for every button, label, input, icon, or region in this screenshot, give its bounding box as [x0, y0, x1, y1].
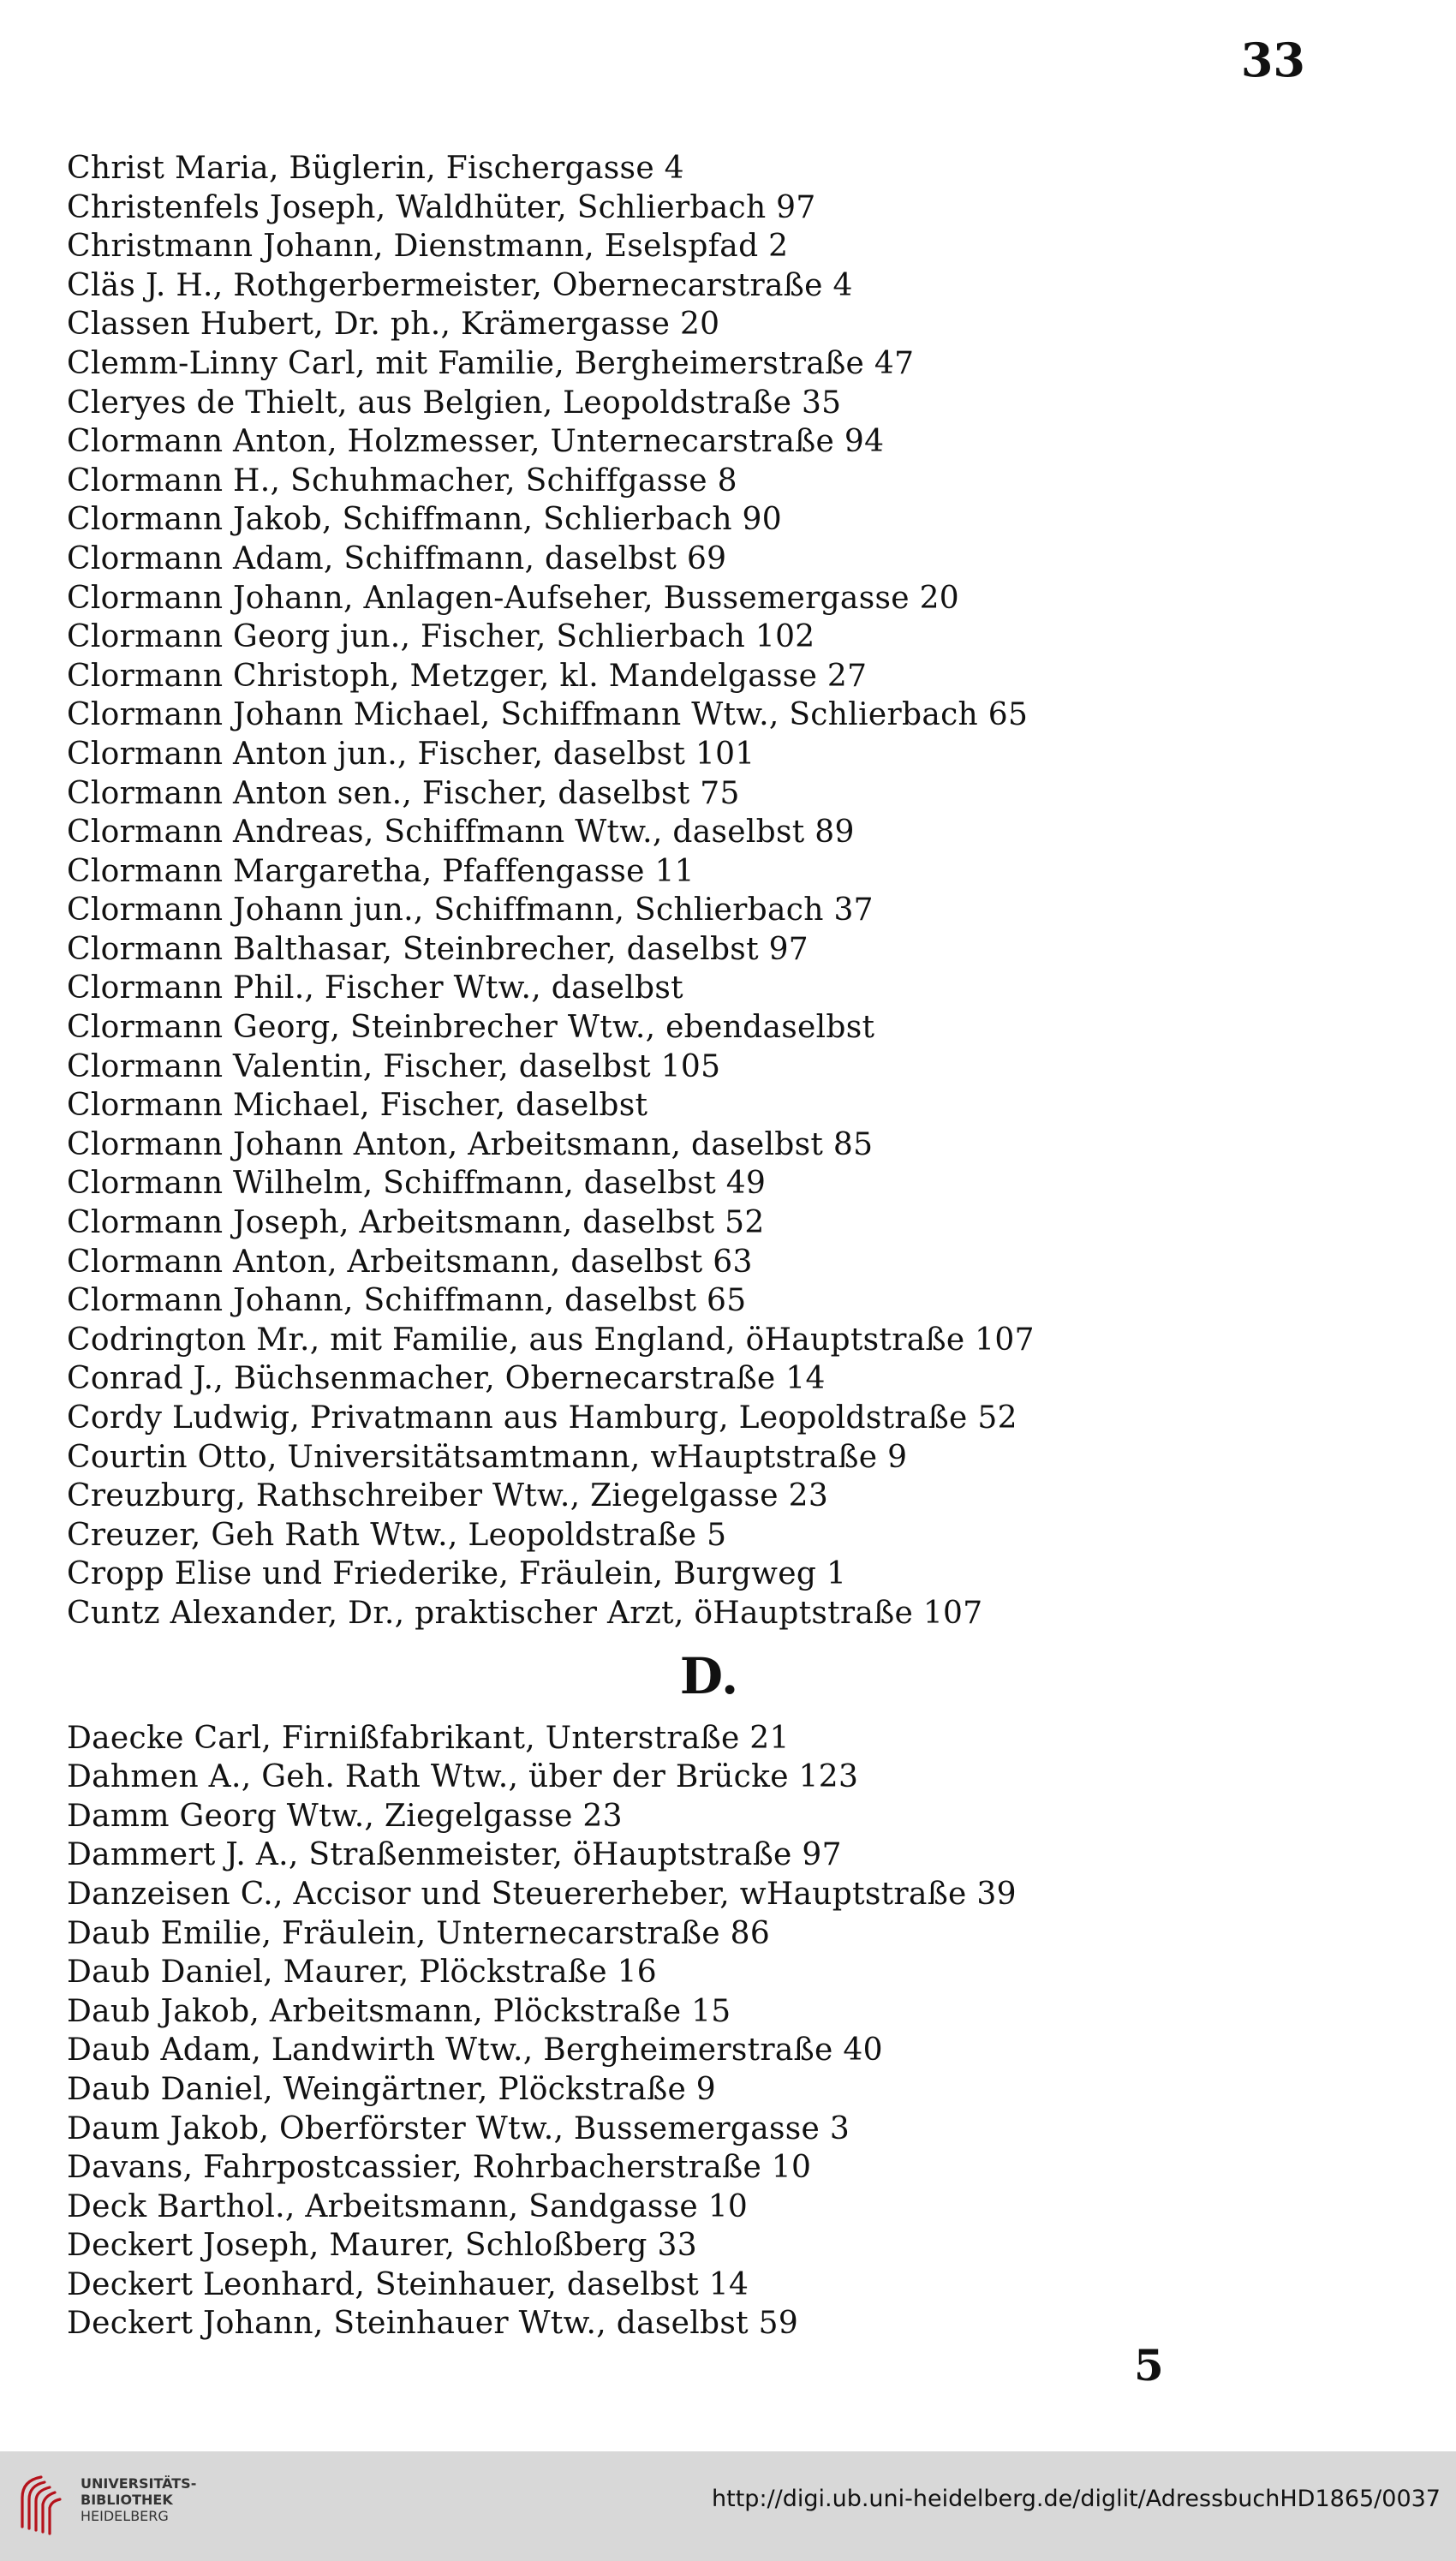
list-item: Daub Daniel, Weingärtner, Plöckstraße 9 — [67, 2071, 717, 2107]
list-item: Clormann Johann Michael, Schiffmann Wtw., Schlierbach 65 — [67, 697, 1029, 733]
list-item: Codrington Mr., mit Familie, aus England, öHauptstraße 107 — [67, 1322, 1035, 1358]
list-item: Deck Barthol., Arbeitsmann, Sandgasse 10 — [67, 2188, 749, 2224]
list-item: Clormann Jakob, Schiffmann, Schlierbach 90 — [67, 502, 782, 538]
list-item: Dammert J. A., Straßenmeister, öHauptstraße 97 — [67, 1837, 842, 1873]
library-name-line: HEIDELBERG — [81, 2508, 169, 2524]
source-url-link[interactable]: http://digi.ub.uni-heidelberg.de/diglit/AdressbuchHD1865/0037 — [712, 2486, 1441, 2512]
list-item: Cleryes de Thielt, aus Belgien, Leopoldstraße 35 — [67, 385, 842, 421]
list-item: Clormann Christoph, Metzger, kl. Mandelgasse 27 — [67, 658, 868, 694]
list-item: Christenfels Joseph, Waldhüter, Schlierbach 97 — [67, 189, 816, 225]
list-item: Christmann Johann, Dienstmann, Eselspfad 2 — [67, 229, 789, 265]
directory-entries — [67, 149, 1386, 2343]
list-item: Clormann Georg, Steinbrecher Wtw., ebendaselbst — [67, 1010, 875, 1046]
list-item: Clormann H., Schuhmacher, Schiffgasse 8 — [67, 463, 737, 498]
list-item: Clormann Anton, Arbeitsmann, daselbst 63 — [67, 1244, 753, 1280]
signature-mark: 5 — [1134, 2340, 1164, 2391]
list-item: Clormann Andreas, Schiffmann Wtw., daselbst 89 — [67, 815, 855, 851]
footer-bar — [0, 2451, 1456, 2561]
list-item: Daub Jakob, Arbeitsmann, Plöckstraße 15 — [67, 1993, 731, 2029]
list-item: Clormann Margaretha, Pfaffengasse 11 — [67, 853, 695, 889]
list-item: Danzeisen C., Accisor und Steuererheber, wHauptstraße 39 — [67, 1876, 1017, 1912]
list-item: Clormann Joseph, Arbeitsmann, daselbst 52 — [67, 1205, 765, 1241]
list-item: Daub Daniel, Maurer, Plöckstraße 16 — [67, 1955, 657, 1991]
list-item: Clormann Balthasar, Steinbrecher, daselbst 97 — [67, 931, 809, 967]
list-item: Damm Georg Wtw., Ziegelgasse 23 — [67, 1798, 623, 1834]
library-name-line: BIBLIOTHEK — [81, 2492, 173, 2508]
list-item: Clormann Johann, Anlagen-Aufseher, Bussemergasse 20 — [67, 580, 960, 616]
list-item: Cordy Ludwig, Privatmann aus Hamburg, Leopoldstraße 52 — [67, 1400, 1017, 1436]
list-item: Courtin Otto, Universitätsamtmann, wHauptstraße 9 — [67, 1439, 908, 1475]
list-item: Deckert Johann, Steinhauer Wtw., daselbst 59 — [67, 2306, 799, 2342]
list-item: Christ Maria, Büglerin, Fischergasse 4 — [67, 151, 684, 186]
list-item: Daecke Carl, Firnißfabrikant, Unterstraße 21 — [67, 1720, 790, 1756]
list-item: Deckert Joseph, Maurer, Schloßberg 33 — [67, 2228, 697, 2264]
list-item: Clormann Johann Anton, Arbeitsmann, daselbst 85 — [67, 1126, 874, 1162]
entries-c-list — [67, 149, 1386, 1633]
list-item: Cläs J. H., Rothgerbermeister, Obernecarstraße 4 — [67, 267, 853, 303]
list-item: Clormann Phil., Fischer Wtw., daselbst — [67, 970, 683, 1006]
list-item: Deckert Leonhard, Steinhauer, daselbst 14 — [67, 2266, 749, 2302]
list-item: Clormann Anton, Holzmesser, Unternecarstraße 94 — [67, 424, 885, 460]
list-item: Clormann Michael, Fischer, daselbst — [67, 1088, 648, 1124]
list-item: Conrad J., Büchsenmacher, Obernecarstraße 14 — [67, 1361, 826, 1397]
page-number: 33 — [1240, 33, 1305, 87]
entries-d-list — [67, 1719, 1386, 2344]
list-item: Cuntz Alexander, Dr., praktischer Arzt, öHauptstraße 107 — [67, 1595, 983, 1631]
list-item: Clormann Anton sen., Fischer, daselbst 75 — [67, 775, 740, 811]
list-item: Clormann Georg jun., Fischer, Schlierbach 102 — [67, 619, 815, 655]
list-item: Clormann Johann jun., Schiffmann, Schlierbach 37 — [67, 892, 874, 928]
list-item: Clormann Adam, Schiffmann, daselbst 69 — [67, 540, 727, 576]
list-item: Creuzer, Geh Rath Wtw., Leopoldstraße 5 — [67, 1517, 727, 1553]
list-item: Creuzburg, Rathschreiber Wtw., Ziegelgasse 23 — [67, 1478, 829, 1514]
library-name-line: UNIVERSITÄTS- — [81, 2475, 197, 2492]
section-heading-d: D. — [679, 1646, 739, 1705]
list-item: Dahmen A., Geh. Rath Wtw., über der Brücke 123 — [67, 1759, 859, 1795]
list-item: Clemm-Linny Carl, mit Familie, Bergheimerstraße 47 — [67, 345, 915, 381]
ub-heidelberg-logo-icon — [15, 2468, 67, 2537]
list-item: Davans, Fahrpostcassier, Rohrbacherstraße 10 — [67, 2150, 812, 2186]
list-item: Clormann Wilhelm, Schiffmann, daselbst 49 — [67, 1166, 767, 1202]
list-item: Clormann Anton jun., Fischer, daselbst 101 — [67, 736, 755, 772]
list-item: Daub Adam, Landwirth Wtw., Bergheimerstraße 40 — [67, 2033, 883, 2068]
list-item: Daub Emilie, Fräulein, Unternecarstraße 86 — [67, 1915, 771, 1951]
list-item: Cropp Elise und Friederike, Fräulein, Burgweg 1 — [67, 1556, 847, 1592]
list-item: Daum Jakob, Oberförster Wtw., Bussemergasse 3 — [67, 2110, 850, 2146]
list-item: Classen Hubert, Dr. ph., Krämergasse 20 — [67, 307, 720, 343]
library-name — [81, 2475, 196, 2524]
list-item: Clormann Valentin, Fischer, daselbst 105 — [67, 1048, 721, 1084]
list-item: Clormann Johann, Schiffmann, daselbst 65 — [67, 1283, 747, 1319]
